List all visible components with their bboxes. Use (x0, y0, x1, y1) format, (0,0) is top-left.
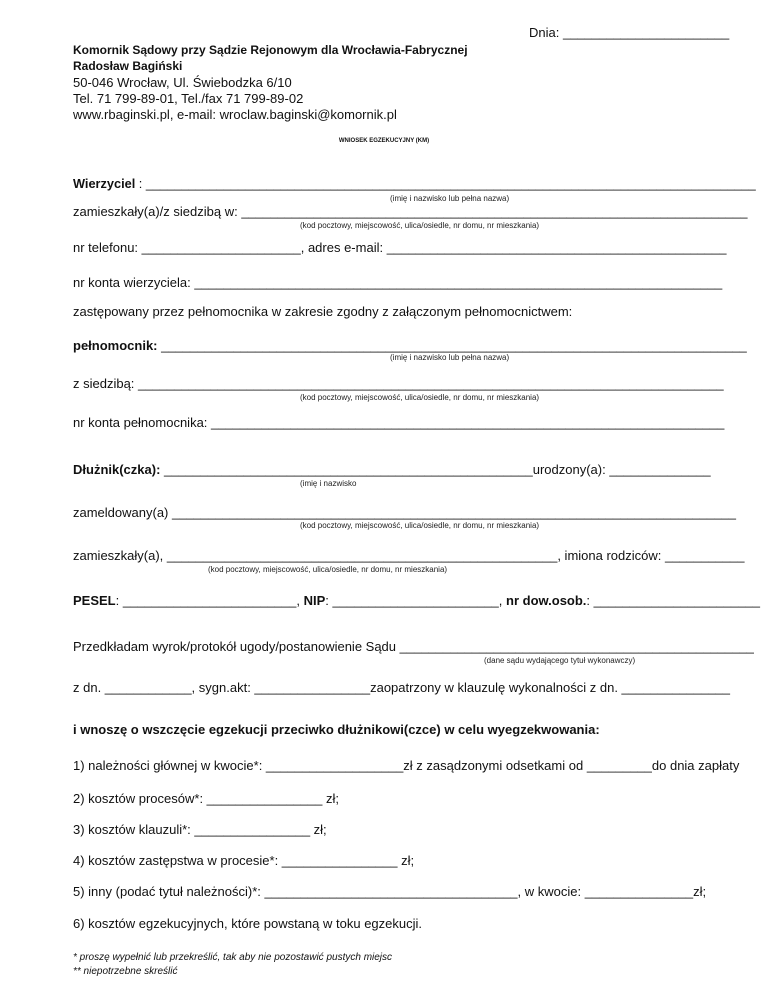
bailiff-office: Komornik Sądowy przy Sądzie Rejonowym dla Wrocławia-Fabrycznej (73, 43, 468, 57)
footnote-2: ** niepotrzebne skreślić (73, 966, 178, 977)
debtor-resident-hint: (kod pocztowy, miejscowość, ulica/osiedle, nr domu, nr mieszkania) (208, 565, 448, 574)
creditor-name-hint: (imię i nazwisko lub pełna nazwa) (390, 194, 510, 203)
request-item-2[interactable]: 2) kosztów procesów*: ________________ zł; (73, 791, 339, 806)
request-item-3[interactable]: 3) kosztów klauzuli*: ________________ zł; (73, 822, 327, 837)
debtor-id-row[interactable] (73, 593, 760, 608)
judgment-date-field[interactable]: z dn. ____________, sygn.akt: ________________zaopatrzony w klauzulę wykonalności z dn. _______________ (73, 680, 731, 695)
request-item-1[interactable]: 1) należności głównej w kwocie*: ___________________zł z zasądzonymi odsetkami od _________do dnia zapłaty (73, 758, 740, 773)
bailiff-name: Radosław Bagiński (73, 59, 183, 73)
debtor-resident-field[interactable]: zamieszkały(a), ______________________________________________________, imiona rodziców: ___________ (73, 548, 745, 563)
pesel-line: : ________________________, (115, 593, 304, 608)
creditor-account-field[interactable]: nr konta wierzyciela: _________________________________________________________________________ (73, 275, 723, 290)
creditor-label: Wierzyciel (73, 176, 136, 191)
bailiff-web: www.rbaginski.pl, e-mail: wroclaw.baginski@komornik.pl (73, 107, 397, 122)
debtor-registered-hint: (kod pocztowy, miejscowość, ulica/osiedle, nr domu, nr mieszkania) (300, 521, 540, 530)
debtor-label: Dłużnik(czka): (73, 462, 161, 477)
date-field[interactable]: Dnia: _______________________ (529, 25, 730, 40)
creditor-phone-field[interactable]: nr telefonu: ______________________, adres e-mail: _______________________________________________ (73, 240, 727, 255)
attorney-address-hint: (kod pocztowy, miejscowość, ulica/osiedle, nr domu, nr mieszkania) (300, 393, 540, 402)
judgment-hint: (dane sądu wydającego tytuł wykonawczy) (484, 656, 636, 665)
document-title: WNIOSEK EGZEKUCYJNY (KM) (338, 138, 430, 144)
creditor-address-hint: (kod pocztowy, miejscowość, ulica/osiedle, nr domu, nr mieszkania) (300, 221, 540, 230)
debtor-line: ___________________________________________________urodzony(a): ______________ (160, 462, 711, 477)
request-item-4[interactable]: 4) kosztów zastępstwa w procesie*: ________________ zł; (73, 853, 415, 868)
creditor-field[interactable] (73, 176, 756, 191)
bailiff-address: 50-046 Wrocław, Ul. Świebodzka 6/10 (73, 75, 292, 90)
request-item-6: 6) kosztów egzekucyjnych, które powstaną w toku egzekucji. (73, 916, 423, 931)
creditor-residence-field[interactable]: zamieszkały(a)/z siedzibą w: ______________________________________________________________________ (73, 204, 748, 219)
debtor-registered-field[interactable]: zameldowany(a) ______________________________________________________________________________ (73, 505, 736, 520)
pesel-label: PESEL (73, 593, 116, 608)
creditor-line: : ______________________________________________________________________________________ (135, 176, 756, 191)
id-card-line: : _______________________ (586, 593, 760, 608)
request-item-5[interactable]: 5) inny (podać tytuł należności)*: ___________________________________, w kwocie: _______________zł; (73, 884, 707, 899)
attorney-line: _________________________________________________________________________________ (157, 338, 747, 353)
judgment-field[interactable]: Przedkładam wyrok/protokół ugody/postanowienie Sądu _________________________________________________ (73, 639, 754, 654)
nip-line: : _______________________, (325, 593, 507, 608)
represented-statement: zastępowany przez pełnomocnika w zakresie zgodny z załączonym pełnomocnictwem: (73, 304, 573, 319)
id-card-label: nr dow.osob. (506, 593, 587, 608)
attorney-field[interactable] (73, 338, 747, 353)
attorney-label: pełnomocnik: (73, 338, 158, 353)
attorney-account-field[interactable]: nr konta pełnomocnika: _______________________________________________________________________ (73, 415, 725, 430)
request-heading: i wnoszę o wszczęcie egzekucji przeciwko dłużnikowi(czce) w celu wyegzekwowania: (73, 722, 600, 737)
debtor-name-hint: (imię i nazwisko (300, 479, 357, 488)
footnote-1: * proszę wypełnić lub przekreślić, tak aby nie pozostawić pustych miejsc (73, 952, 393, 963)
nip-label: NIP (303, 593, 326, 608)
bailiff-phone: Tel. 71 799-89-01, Tel./fax 71 799-89-02 (73, 91, 304, 106)
debtor-field[interactable] (73, 462, 711, 477)
attorney-seat-field[interactable]: z siedzibą: _________________________________________________________________________________ (73, 376, 724, 391)
attorney-name-hint: (imię i nazwisko lub pełna nazwa) (390, 353, 510, 362)
